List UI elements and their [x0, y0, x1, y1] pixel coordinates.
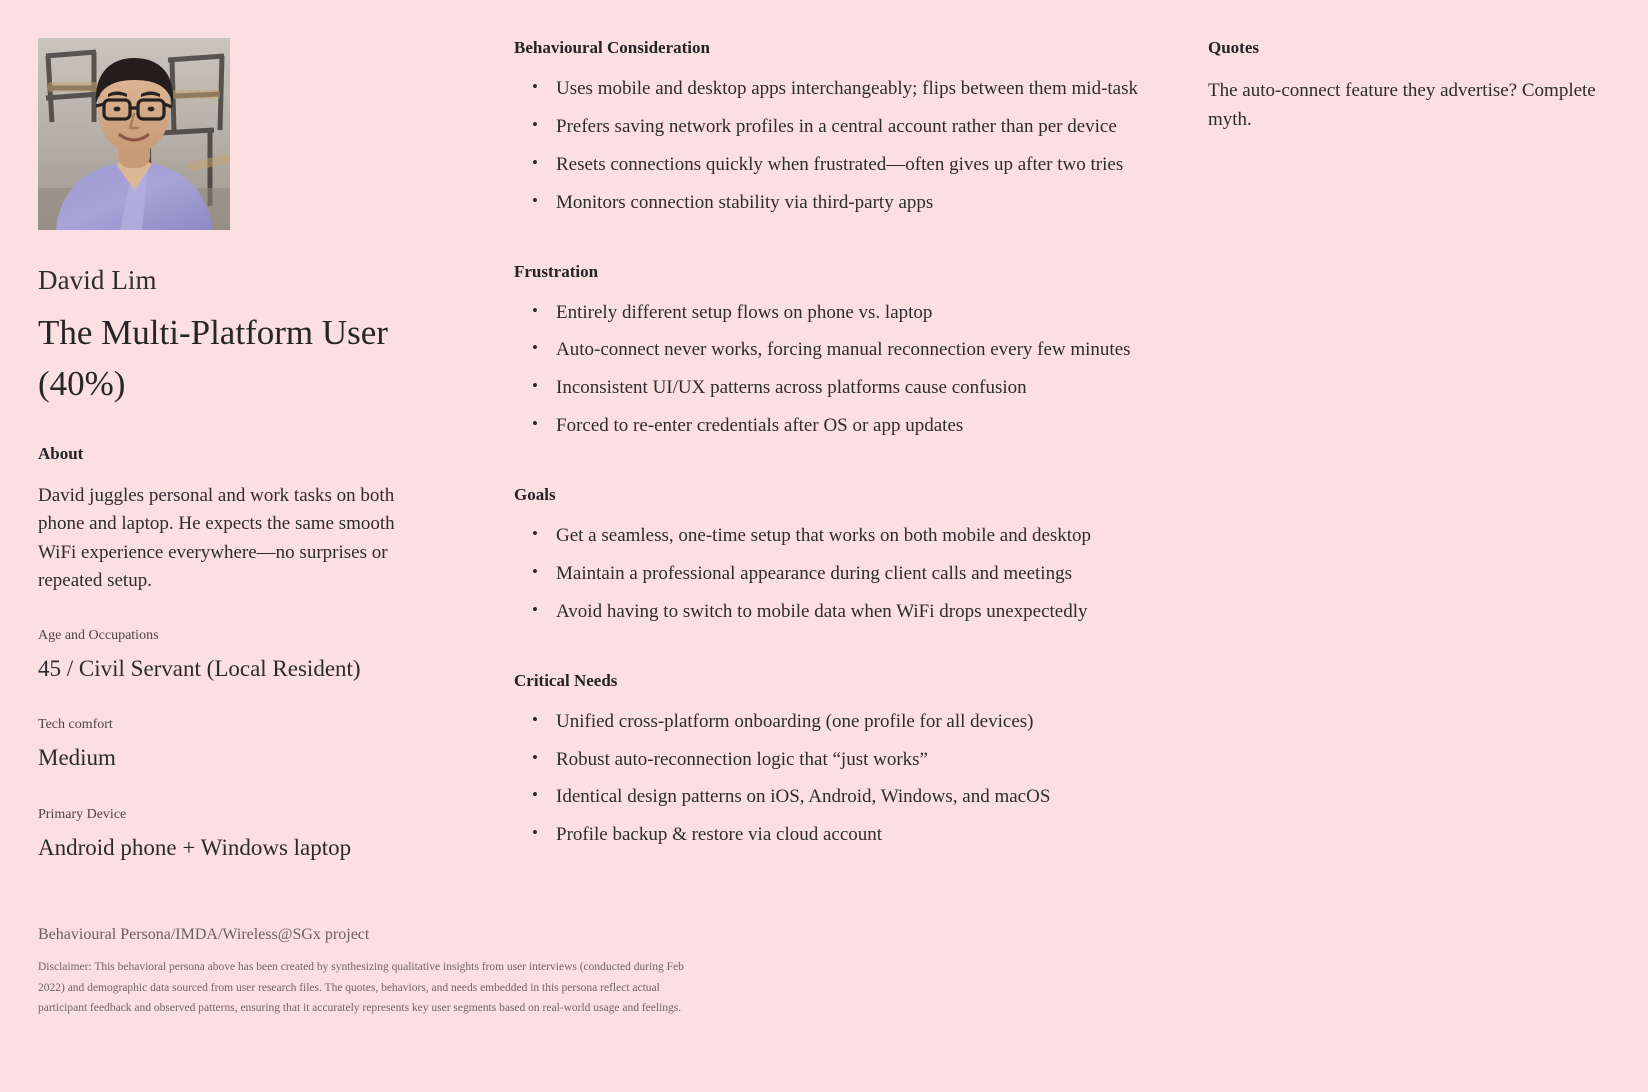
field-tech-comfort [38, 716, 438, 775]
field-label: Primary Device [38, 806, 127, 822]
section-heading: Frustration [514, 261, 599, 281]
list-item: • Unified cross-platform onboarding (one profile for all devices) [532, 708, 1146, 737]
field-value: Android phone + Windows laptop [38, 834, 352, 860]
field-value: Medium [38, 745, 116, 771]
section-frustration [506, 262, 1146, 442]
section-goals [506, 485, 1146, 627]
page-title: The Multi-Platform User (40%) [38, 313, 388, 403]
section-critical-needs [506, 671, 1146, 851]
list-item: • Uses mobile and desktop apps interchangeably; flips between them mid-task [532, 75, 1146, 104]
list-item: • Profile backup & restore via cloud account [532, 821, 1146, 850]
field-primary-device [38, 806, 438, 865]
bullet-list [506, 75, 1146, 218]
field-age-and-occupations [38, 627, 438, 686]
list-item: • Forced to re-enter credentials after OS or app updates [532, 412, 1146, 441]
field-label: Tech comfort [38, 717, 113, 733]
list-item: • Robust auto-reconnection logic that “just works” [532, 746, 1146, 775]
list-item: • Identical design patterns on iOS, Android, Windows, and macOS [532, 783, 1146, 812]
field-value: 45 / Civil Servant (Local Resident) [38, 655, 361, 681]
footer [38, 924, 738, 1018]
list-item: • Get a seamless, one-time setup that works on both mobile and desktop [532, 522, 1146, 551]
list-item: • Maintain a professional appearance during client calls and meetings [532, 560, 1146, 589]
list-item: • Entirely different setup flows on phone vs. laptop [532, 299, 1146, 328]
section-heading: Behavioural Consideration [514, 38, 710, 57]
about-label: About [38, 443, 84, 463]
list-item: • Monitors connection stability via third-party apps [532, 189, 1146, 218]
about-text: David juggles personal and work tasks on both phone and laptop. He expects the same smooth WiFi experience everywhere—no surprises or repeated setup. [38, 484, 395, 592]
portrait-photo-icon [38, 38, 230, 230]
section-heading: Goals [514, 485, 556, 504]
quote-text: The auto-connect feature they advertise? Complete myth. [1208, 80, 1596, 130]
bullet-list [506, 299, 1146, 442]
bullet-list [506, 708, 1146, 851]
bullet-list [506, 522, 1146, 627]
list-item: • Auto-connect never works, forcing manual reconnection every few minutes [532, 336, 1146, 365]
insights-column [506, 38, 1146, 859]
section-heading: Critical Needs [514, 670, 618, 690]
section-behavioural-consideration [506, 38, 1146, 218]
quotes-column [1208, 38, 1608, 134]
footer-title: Behavioural Persona/IMDA/Wireless@SGx project [38, 926, 370, 943]
person-name: David Lim [38, 265, 157, 295]
footer-disclaimer: Disclaimer: This behavioral persona above has been created by synthesizing qualitative insights from user interviews (conducted during Feb 2022) and demographic data sourced from user research files. The quotes, behaviors, and needs embedded in this persona reflect actual participant feedback and observed patterns, ensuring that it accurately represents key user segments based on real-world usage and feelings. [38, 961, 684, 1014]
list-item: • Inconsistent UI/UX patterns across platforms cause confusion [532, 374, 1146, 403]
profile-column [38, 38, 438, 864]
field-label: Age and Occupations [38, 627, 159, 643]
quotes-heading: Quotes [1208, 38, 1259, 57]
avatar [38, 38, 230, 230]
persona-columns [38, 38, 1608, 864]
list-item: • Prefers saving network profiles in a central account rather than per device [532, 113, 1146, 142]
list-item: • Resets connections quickly when frustrated—often gives up after two tries [532, 151, 1146, 180]
list-item: • Avoid having to switch to mobile data when WiFi drops unexpectedly [532, 598, 1146, 627]
